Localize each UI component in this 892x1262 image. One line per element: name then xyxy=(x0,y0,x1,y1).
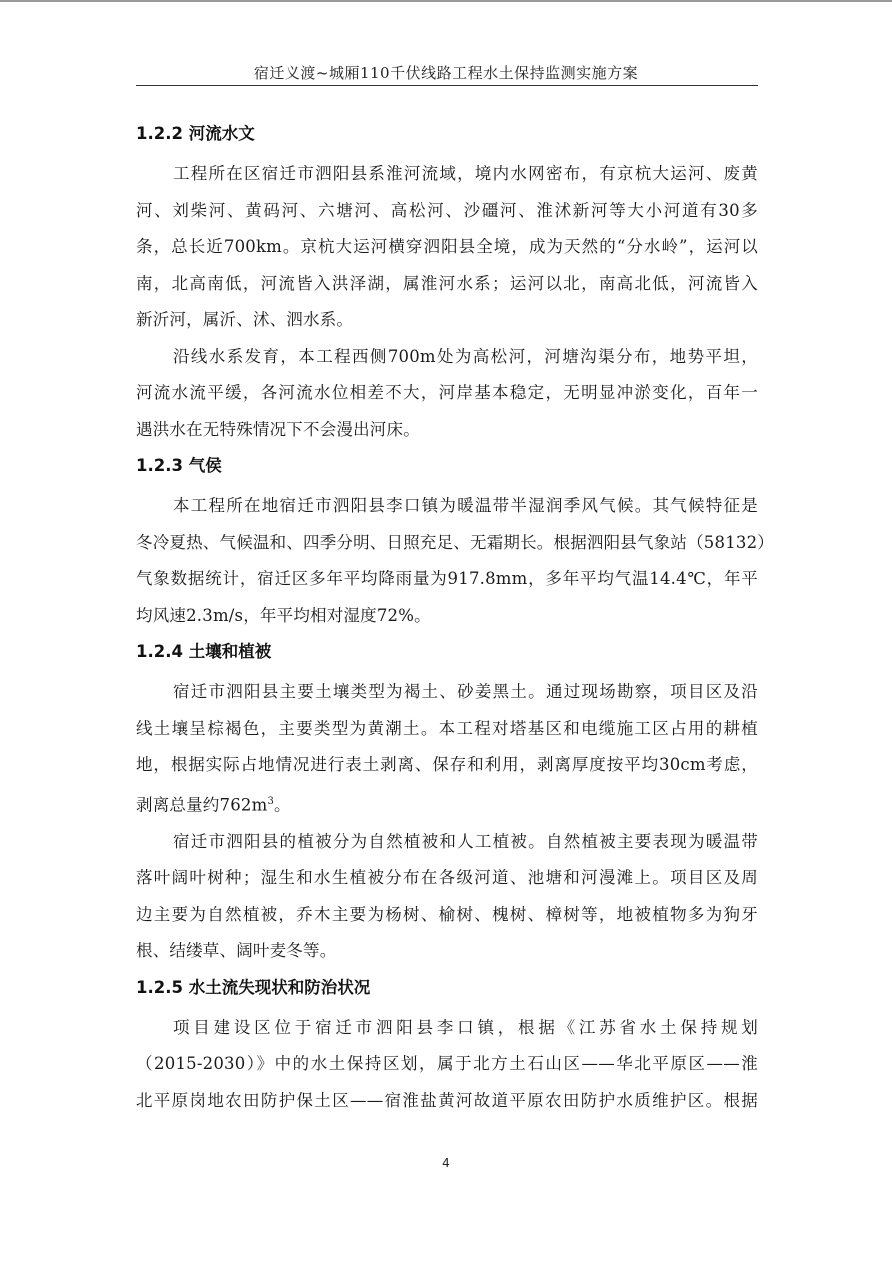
header-rule xyxy=(136,85,758,86)
text-line: 河、刘柴河、黄码河、六塘河、高松河、沙礓河、淮沭新河等大小河道有30多 xyxy=(136,200,758,220)
text-line xyxy=(136,784,758,824)
top-border xyxy=(0,0,892,2)
running-header: 宿迁义渡~城厢110千伏线路工程水土保持监测实施方案 xyxy=(253,64,639,82)
paragraph xyxy=(136,488,774,634)
text-line: 均风速2.3m/s，年平均相对湿度72%。 xyxy=(136,605,431,625)
text-run: 。 xyxy=(274,795,291,814)
paragraph xyxy=(136,824,758,970)
text-line: 根、结缕草、阔叶麦冬等。 xyxy=(136,941,337,960)
text-line: 沿线水系发育，本工程西侧700m处为高松河，河塘沟渠分布，地势平坦， xyxy=(173,346,758,366)
text-line: 北平原岗地农田防护保土区——宿淮盐黄河故道平原农田防护水质维护区。根据 xyxy=(136,1090,758,1110)
page-content xyxy=(136,116,774,1119)
section-heading-1-2-3: 1.2.3 气侯 xyxy=(136,456,222,475)
section-heading-1-2-4: 1.2.4 土壤和植被 xyxy=(136,642,272,661)
paragraph xyxy=(136,674,758,824)
text-line: 遇洪水在无特殊情况下不会漫出河床。 xyxy=(136,419,420,439)
text-line: 地，根据实际占地情况进行表土剥离、保存和利用，剥离厚度按平均30cm考虑， xyxy=(136,755,758,774)
text-line: 南，北高南低，河流皆入洪泽湖，属淮河水系；运河以北，南高北低，河流皆入 xyxy=(136,273,758,293)
text-line: 条，总长近700km。京杭大运河横穿泗阳县全境，成为天然的“分水岭”，运河以 xyxy=(136,237,758,256)
text-line: 线土壤呈棕褐色，主要类型为黄潮土。本工程对塔基区和电缆施工区占用的耕植 xyxy=(136,718,758,738)
text-run: 剥离总量约762m xyxy=(136,795,268,814)
page-number: 4 xyxy=(442,1156,450,1170)
superscript: 3 xyxy=(267,795,275,807)
text-line: 宿迁市泗阳县的植被分为自然植被和人工植被。自然植被主要表现为暖温带 xyxy=(173,831,758,851)
text-line: 新沂河，属沂、沭、泗水系。 xyxy=(136,310,354,329)
paragraph xyxy=(136,156,758,339)
text-line: 宿迁市泗阳县主要土壤类型为褐土、砂姜黑土。通过现场勘察，项目区及沿 xyxy=(173,682,758,701)
section-heading-1-2-2: 1.2.2 河流水文 xyxy=(136,124,255,143)
text-line: 工程所在区宿迁市泗阳县系淮河流域，境内水网密布，有京杭大运河、废黄 xyxy=(173,164,758,183)
text-line: 落叶阔叶树种；湿生和水生植被分布在各级河道、池塘和河漫滩上。项目区及周 xyxy=(136,868,758,887)
text-line: 气象数据统计，宿迁区多年平均降雨量为917.8mm，多年平均气温14.4℃，年平 xyxy=(136,569,758,588)
text-line: 冬冷夏热、气候温和、四季分明、日照充足、无霜期长。根据泗阳县气象站（58132） xyxy=(136,532,774,552)
text-line: 本工程所在地宿迁市泗阳县李口镇为暖温带半湿润季风气候。其气候特征是 xyxy=(173,496,758,515)
text-line: 河流水流平缓，各河流水位相差不大，河岸基本稳定，无明显冲淤变化，百年一 xyxy=(136,383,758,402)
paragraph xyxy=(136,339,758,449)
text-line: （2015-2030）》中的水土保持区划，属于北方土石山区——华北平原区——淮 xyxy=(136,1054,758,1073)
paragraph xyxy=(136,1010,758,1120)
section-heading-1-2-5: 1.2.5 水土流失现状和防治状况 xyxy=(136,977,371,997)
text-line: 边主要为自然植被，乔木主要为杨树、榆树、槐树、樟树等，地被植物多为狗牙 xyxy=(136,904,758,924)
text-line: 项目建设区位于宿迁市泗阳县李口镇，根据《江苏省水土保持规划 xyxy=(173,1017,758,1037)
